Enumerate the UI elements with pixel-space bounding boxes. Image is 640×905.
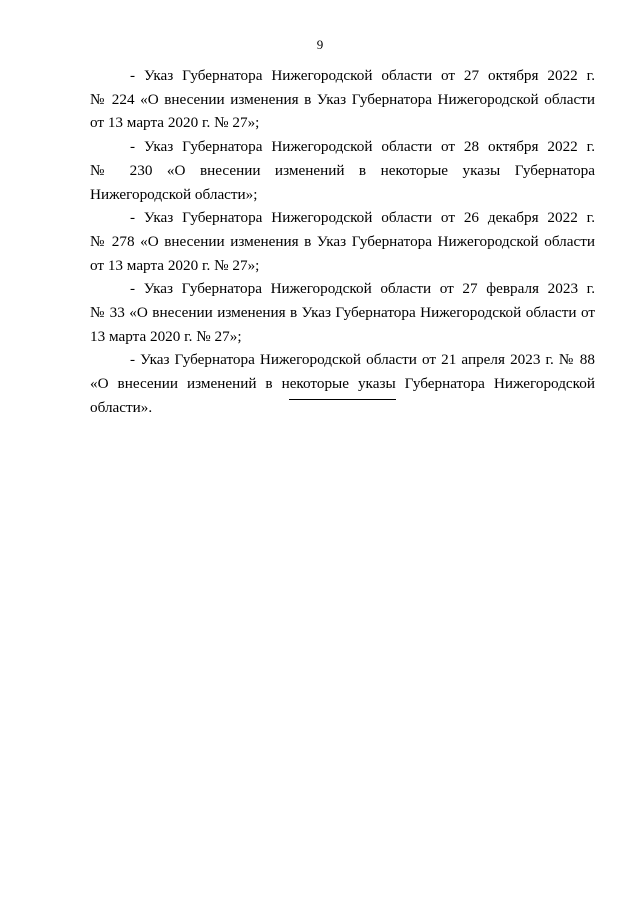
decree-item-1-line-2: № 224 «О внесении изменения в Указ Губернатора Нижегородской области bbox=[90, 90, 595, 108]
decree-item-2-line-3: Нижегородской области»; bbox=[90, 185, 258, 203]
decree-item-2-line-2: № 230 «О внесении изменений в некоторые указы Губернатора bbox=[90, 161, 595, 179]
decree-item-5 bbox=[90, 348, 595, 419]
decree-item-3-line-3: от 13 марта 2020 г. № 27»; bbox=[90, 256, 260, 274]
end-divider-line bbox=[289, 399, 396, 400]
decree-item-5-line-1: - Указ Губернатора Нижегородской области от 21 апреля 2023 г. № 88 bbox=[130, 351, 595, 369]
decree-item-3-line-1: - Указ Губернатора Нижегородской области от 26 декабря 2022 г. bbox=[130, 209, 595, 227]
page-number: 9 bbox=[316, 37, 324, 52]
decree-item-1-line-3: от 13 марта 2020 г. № 27»; bbox=[90, 114, 260, 132]
decree-item-4 bbox=[90, 277, 595, 348]
decree-item-3-line-2: № 278 «О внесении изменения в Указ Губернатора Нижегородской области bbox=[90, 232, 595, 250]
decree-item-1-line-1: - Указ Губернатора Нижегородской области от 27 октября 2022 г. bbox=[130, 67, 595, 84]
decree-item-5-line-3: области». bbox=[90, 398, 153, 416]
decree-item-2 bbox=[90, 135, 595, 206]
decree-item-5-line-2: «О внесении изменений в некоторые указы Губернатора Нижегородской bbox=[90, 375, 595, 393]
decree-item-4-line-2: № 33 «О внесении изменения в Указ Губернатора Нижегородской области от bbox=[90, 304, 595, 322]
decree-item-4-line-1: - Указ Губернатора Нижегородской области от 27 февраля 2023 г. bbox=[130, 280, 595, 298]
decree-item-2-line-1: - Указ Губернатора Нижегородской области от 28 октября 2022 г. bbox=[130, 138, 595, 156]
decree-item-3 bbox=[90, 206, 595, 277]
decree-item-1 bbox=[90, 64, 595, 135]
decree-list bbox=[90, 64, 595, 420]
decree-item-4-line-3: 13 марта 2020 г. № 27»; bbox=[90, 327, 242, 345]
